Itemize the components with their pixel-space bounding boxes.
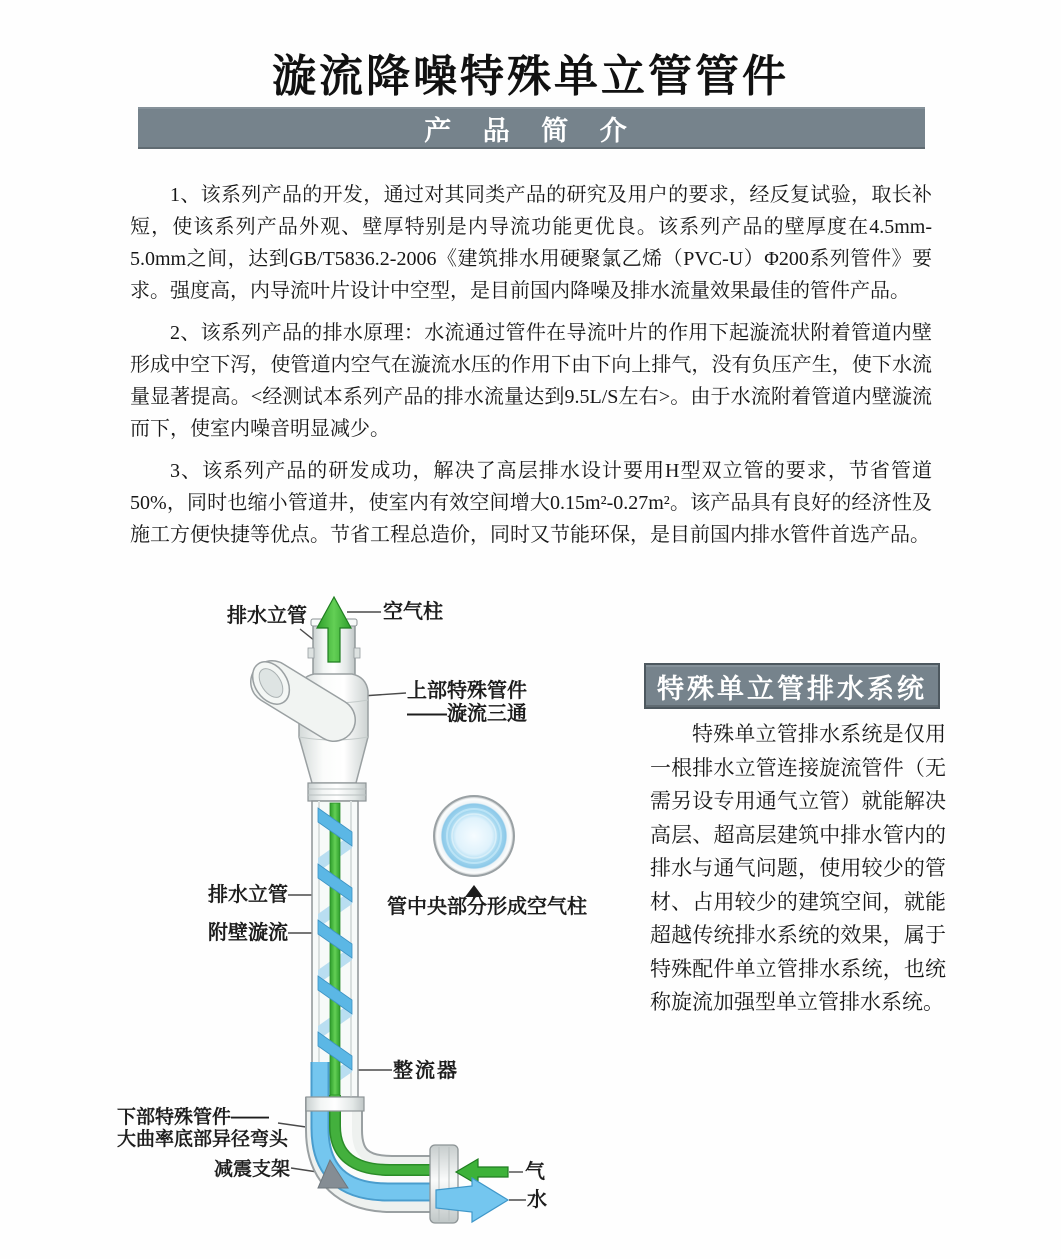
label-lower-fitting-line1: 下部特殊管件—— (117, 1107, 270, 1128)
elbow-joint-hub (306, 1097, 364, 1111)
label-upper-fitting (407, 680, 527, 726)
page-title: 漩流降噪特殊单立管管件 (272, 52, 789, 101)
system-paragraph: 特殊单立管排水系统是仅用一根排水立管连接旋流管件（无需另设专用通气立管）就能解决高层、超高层建筑中排水管内的排水与通气问题，使用较少的管材、占用较少的建筑空间，就能超越传统排水系统的效果，属于特殊配件单立管排水系统，也统称旋流加强型单立管排水系统。 (650, 722, 946, 1014)
label-rectifier: 整流器 (393, 1060, 459, 1082)
main-stack-pipe (312, 801, 358, 1097)
swirl-tee-fitting (245, 655, 368, 783)
pipe-diagram (0, 580, 1061, 1259)
banner-system-text: 特殊单立管排水系统 (657, 673, 927, 704)
outlet-hub (430, 1145, 458, 1223)
pipe-cross-section (434, 796, 514, 897)
banner-product-intro-text: 产 品 简 介 (424, 115, 639, 146)
label-lower-fitting-line2: 大曲率底部异径弯头 (117, 1129, 289, 1150)
label-upper-fitting-line2: ——漩流三通 (407, 703, 527, 725)
label-upper-fitting-line1: 上部特殊管件 (407, 680, 527, 702)
label-stack-top: 排水立管 (227, 605, 307, 627)
label-air-column: 空气柱 (383, 601, 443, 623)
intro-paragraphs (130, 179, 932, 561)
air-out-arrow-icon (456, 1159, 508, 1185)
pipe-diagram-artwork (0, 580, 1061, 1259)
label-water-out: 水 (527, 1189, 547, 1211)
label-shock-bracket: 减震支架 (214, 1159, 291, 1180)
label-stack-mid: 排水立管 (208, 884, 288, 906)
upper-hub (308, 783, 366, 801)
label-wall-swirl: 附壁漩流 (208, 922, 288, 944)
label-cross-section-caption: 管中央部分形成空气柱 (387, 896, 587, 918)
label-air-out: 气 (525, 1161, 545, 1183)
section-banner-product-intro (138, 107, 925, 149)
intro-paragraph-3: 3、该系列产品的研发成功，解决了高层排水设计要用H型双立管的要求，节省管道50%，同时也缩小管道井，使室内有效空间增大0.15m²-0.27m²。该产品具有良好的经济性及施工方便快捷等优点。节省工程总造价，同时又节能环保，是目前国内排水管件首选产品。 (130, 460, 932, 546)
label-lower-fitting (117, 1107, 288, 1151)
intro-paragraph-1: 1、该系列产品的开发，通过对其同类产品的研究及用户的要求，经反复试验，取长补短，使该系列产品外观、壁厚特别是内导流功能更优良。该系列产品的壁厚度在4.5mm-5.0mm之间，达到GB/T5836.2-2006《建筑排水用硬聚氯乙烯（PVC-U）Φ200系列管件》要求。强度高，内导流叶片设计中空型，是目前国内降噪及排水流量效果最佳的管件产品。 (130, 184, 932, 302)
bottom-elbow (306, 1062, 458, 1223)
intro-paragraph-2: 2、该系列产品的排水原理：水流通过管件在导流叶片的作用下起漩流状附着管道内壁形成中空下泻，使管道内空气在漩流水压的作用下由下向上排气，没有负压产生，使下水流量显著提高。<经测试本系列产品的排水流量达到9.5L/S左右>。由于水流附着管道内壁漩流而下，使室内噪音明显减少。 (130, 322, 932, 440)
